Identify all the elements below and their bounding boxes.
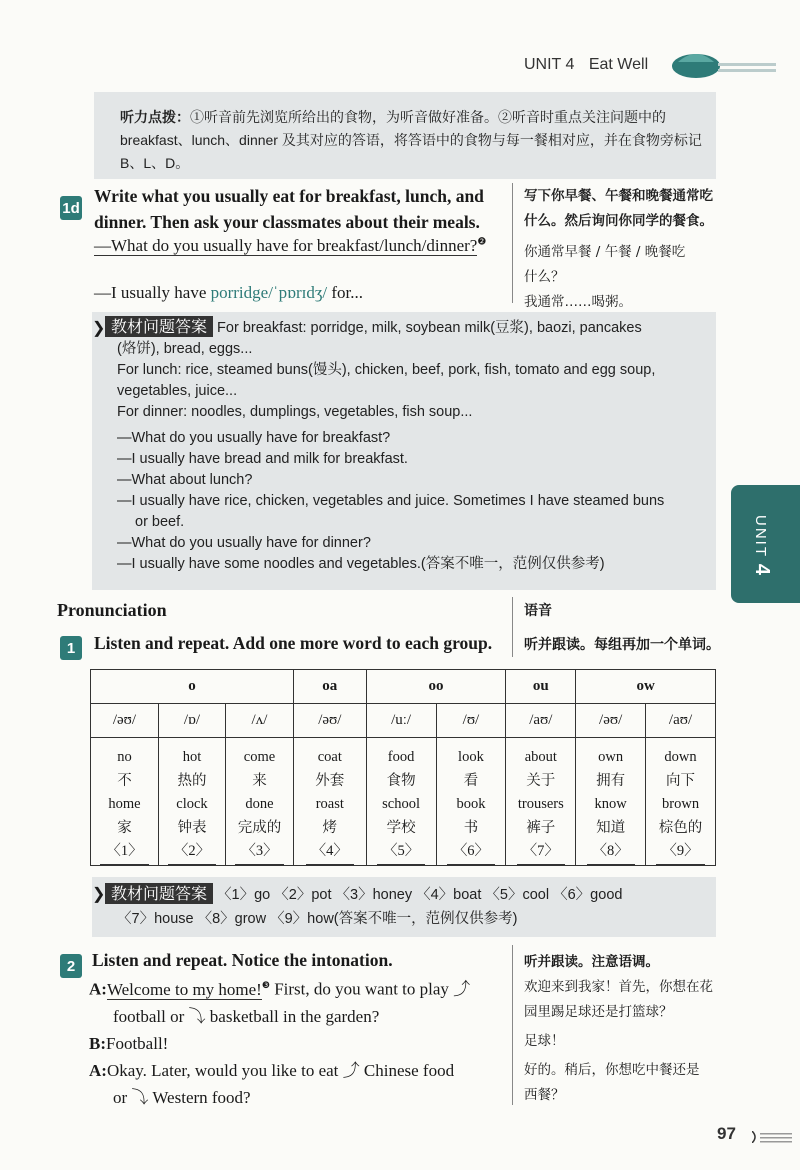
speaker-a: A: <box>89 1060 107 1080</box>
answer-line: For breakfast: porridge, milk, soybean milk(豆浆), baozi, pancakes <box>217 320 642 336</box>
answer-blank[interactable]: 〈1〉 <box>100 840 148 865</box>
unit-label: UNIT 4 <box>524 56 575 73</box>
word-cn: 书 <box>463 819 479 836</box>
sound-cell: /uː/ <box>366 704 436 738</box>
group-header-ow: ow <box>576 670 716 704</box>
dialogue-text: or <box>113 1087 128 1107</box>
word-cn: 完成的 <box>237 819 282 836</box>
table-sound-row <box>91 704 716 738</box>
word: brown <box>662 796 700 812</box>
sound-cell: /aʊ/ <box>506 704 576 738</box>
pronunciation-table <box>90 669 716 866</box>
cn-instruction-1: 写下你早餐、午餐和晚餐通常吃 <box>524 188 713 204</box>
dialogue-line-a1-cont <box>89 1003 509 1030</box>
section-1d-cn <box>524 184 724 315</box>
group-header-ou: ou <box>506 670 576 704</box>
section-1d-question <box>94 236 486 256</box>
section-2-badge: 2 <box>60 954 82 978</box>
cn-translation: 好的。稍后，你想吃中餐还是 <box>524 1062 700 1078</box>
answer-line: For dinner: noodles, dumplings, vegetables, fish soup... <box>117 404 473 420</box>
answer-blank[interactable]: 〈3〉 <box>235 840 283 865</box>
answer-line: 〈7〉house 〈8〉grow 〈9〉how(答案不唯一，范例仅供参考) <box>117 911 518 927</box>
cn-question-1: 你通常早餐 / 午餐 / 晚餐吃 <box>524 244 686 260</box>
dialogue-line-b <box>89 1030 509 1057</box>
answer-box-2-content <box>105 882 705 931</box>
section-2-instruction: Listen and repeat. Notice the intonation. <box>92 950 393 970</box>
word: coat <box>317 749 342 765</box>
column-divider <box>512 183 513 303</box>
section-1d-answer <box>94 283 363 303</box>
word-cn: 知道 <box>596 819 626 836</box>
word: own <box>598 749 624 765</box>
pronunciation-title: Pronunciation <box>57 600 167 620</box>
cn-translation: 足球！ <box>524 1033 565 1049</box>
answer-line: —What do you usually have for breakfast? <box>117 430 391 446</box>
section-2-cn-instruction: 听并跟读。注意语调。 <box>524 954 659 970</box>
word-cn: 烤 <box>322 819 338 836</box>
word-cell <box>91 738 159 866</box>
word: look <box>458 749 484 765</box>
side-tab-number: 4 <box>751 563 773 578</box>
underlined-phrase: Welcome to my home! <box>106 979 262 999</box>
cn-answer: 我通常……喝粥。 <box>524 294 632 310</box>
word: down <box>664 749 697 765</box>
sound-cell: /ɒ/ <box>158 704 225 738</box>
word: trousers <box>517 796 564 812</box>
word-cn: 钟表 <box>177 819 207 836</box>
answer-blank[interactable]: 〈6〉 <box>447 840 495 865</box>
word: clock <box>176 796 208 812</box>
tip-line-2: breakfast、lunch、dinner 及其对应的答语，将答语中的食物与每一餐相对应，并在食物旁标记 <box>120 132 702 148</box>
word-cell <box>366 738 436 866</box>
dialogue-text: basketball in the garden? <box>209 1006 380 1026</box>
dialogue-text: football or <box>113 1006 185 1026</box>
word-cn: 学校 <box>386 819 416 836</box>
speaker-a: A: <box>89 979 107 999</box>
tip-line-3: B、L、D。 <box>120 155 190 171</box>
word: know <box>594 796 627 812</box>
word: book <box>456 796 486 812</box>
word-cell <box>158 738 225 866</box>
answer-tag: 教材问题答案 <box>105 316 213 337</box>
word-cell <box>225 738 293 866</box>
answer-prefix: —I usually have <box>94 283 211 302</box>
word-cn: 热的 <box>177 772 207 789</box>
word-cell <box>506 738 576 866</box>
answer-line: —I usually have rice, chicken, vegetables and juice. Sometimes I have steamed buns <box>117 493 665 509</box>
section-2-cn <box>524 950 724 1108</box>
word-cn: 不 <box>117 772 132 789</box>
word-cn: 向下 <box>666 772 696 789</box>
falling-intonation-icon: ⤵ <box>188 1006 206 1026</box>
bowl-logo-icon <box>668 44 778 84</box>
dialogue-line-a1 <box>89 972 509 1003</box>
column-divider <box>512 945 513 1105</box>
answer-blank[interactable]: 〈7〉 <box>517 840 565 865</box>
word-cn: 裤子 <box>526 819 556 836</box>
unit-title: Eat Well <box>588 56 649 73</box>
dialogue-text: First, do you want to play <box>269 979 449 999</box>
section-1d-instruction <box>94 183 504 235</box>
group-header-oa: oa <box>293 670 366 704</box>
unit-header <box>524 56 658 74</box>
pronunciation-instruction: Listen and repeat. Add one more word to each group. <box>94 633 493 653</box>
answer-line: (烙饼), bread, eggs... <box>117 341 253 357</box>
sound-cell: /ʊ/ <box>436 704 506 738</box>
word: hot <box>182 749 202 765</box>
cn-instruction-2: 什么。然后询问你同学的餐食。 <box>524 213 713 229</box>
sound-cell: /aʊ/ <box>646 704 716 738</box>
answer-blank[interactable]: 〈5〉 <box>377 840 425 865</box>
table-header-row <box>91 670 716 704</box>
answer-suffix: for... <box>327 283 364 302</box>
listening-tip-box <box>94 92 716 179</box>
speaker-b: B: <box>89 1033 106 1053</box>
word-cn: 家 <box>117 819 132 836</box>
page-number-decoration-icon <box>752 1131 792 1143</box>
side-tab-label: UNIT <box>752 515 769 558</box>
answer-line: —What about lunch? <box>117 472 253 488</box>
answer-line: vegetables, juice... <box>117 383 238 399</box>
answer-word: porridge/ˈpɒrɪdʒ/ <box>210 283 328 302</box>
word: school <box>382 796 421 812</box>
answer-arrow-icon: ❯ <box>92 886 106 903</box>
side-tab-text <box>750 515 773 577</box>
word-cn: 食物 <box>386 772 416 789</box>
word: about <box>524 749 557 765</box>
group-header-o: o <box>91 670 294 704</box>
column-divider <box>512 597 513 657</box>
rising-intonation-icon: ⤴ <box>342 1060 360 1080</box>
word: no <box>117 749 132 765</box>
dialogue-text: Okay. Later, would you like to eat <box>106 1060 339 1080</box>
sound-cell: /əʊ/ <box>293 704 366 738</box>
sound-cell: /əʊ/ <box>576 704 646 738</box>
section-1d-badge: 1d <box>60 196 82 220</box>
answer-line: —I usually have some noodles and vegetables.(答案不唯一，范例仅供参考) <box>117 556 605 572</box>
word-cell <box>576 738 646 866</box>
word: done <box>245 796 274 812</box>
dialogue-line-a2-cont <box>89 1084 509 1111</box>
word-cn: 棕色的 <box>658 819 703 836</box>
dialogue-text: Western food? <box>152 1087 251 1107</box>
answer-blank[interactable]: 〈9〉 <box>656 840 704 865</box>
answer-line: 〈1〉go 〈2〉pot 〈3〉honey 〈4〉boat 〈5〉cool 〈6〉good <box>217 887 623 903</box>
question-text: —What do you usually have for breakfast/lunch/dinner? <box>94 236 478 255</box>
word-cell <box>436 738 506 866</box>
answer-blank[interactable]: 〈8〉 <box>587 840 635 865</box>
answer-blank[interactable]: 〈2〉 <box>168 840 216 865</box>
instruction-line-2: dinner. Then ask your classmates about their meals. <box>94 212 480 232</box>
word: food <box>387 749 415 765</box>
note-mark: ❸ <box>261 980 270 990</box>
dialogue-text: Football! <box>106 1033 169 1053</box>
answer-box-1-content <box>105 316 705 575</box>
answer-blank[interactable]: 〈4〉 <box>306 840 354 865</box>
dialogue-text: Chinese food <box>363 1060 455 1080</box>
word-cn: 拥有 <box>596 772 626 789</box>
section-1-badge: 1 <box>60 636 82 660</box>
answer-arrow-icon: ❯ <box>92 320 106 337</box>
word: roast <box>315 796 344 812</box>
cn-translation: 欢迎来到我家！首先，你想在花 <box>524 979 713 995</box>
unit-side-tab[interactable] <box>731 485 800 603</box>
word-cn: 来 <box>252 772 267 789</box>
dialogue-line-a2 <box>89 1057 509 1084</box>
tip-line-1: ①听音前先浏览所给出的食物，为听音做好准备。②听音时重点关注问题中的 <box>190 109 666 125</box>
word-cn: 关于 <box>526 772 556 789</box>
answer-line: —I usually have bread and milk for breakfast. <box>117 451 408 467</box>
word-cn: 看 <box>463 772 479 789</box>
word-cell <box>646 738 716 866</box>
answer-line: —What do you usually have for dinner? <box>117 535 371 551</box>
cn-translation: 西餐？ <box>524 1087 565 1103</box>
group-header-oo: oo <box>366 670 506 704</box>
answer-tag: 教材问题答案 <box>105 883 213 904</box>
word-cn: 外套 <box>315 772 345 789</box>
sound-cell: /əʊ/ <box>91 704 159 738</box>
falling-intonation-icon: ⤵ <box>131 1087 149 1107</box>
word: home <box>108 796 141 812</box>
answer-line: or beef. <box>135 514 185 530</box>
table-words-row <box>91 738 716 866</box>
word: come <box>243 749 276 765</box>
rising-intonation-icon: ⤴ <box>453 979 471 999</box>
tip-label: 听力点拨： <box>120 109 190 125</box>
note-mark: ❷ <box>477 236 487 248</box>
answer-line: For lunch: rice, steamed buns(馒头), chicken, beef, pork, fish, tomato and egg soup, <box>117 362 656 378</box>
cn-translation: 园里踢足球还是打篮球？ <box>524 1004 673 1020</box>
word-cell <box>293 738 366 866</box>
sound-cell: /ʌ/ <box>225 704 293 738</box>
pronunciation-cn-title: 语音 <box>524 603 552 619</box>
cn-question-2: 什么？ <box>524 269 565 285</box>
dialogue <box>89 972 509 1111</box>
pronunciation-cn-instruction: 听并跟读。每组再加一个单词。 <box>524 637 720 653</box>
page-number: 97 <box>717 1124 736 1143</box>
instruction-line-1: Write what you usually eat for breakfast, lunch, and <box>94 186 484 206</box>
